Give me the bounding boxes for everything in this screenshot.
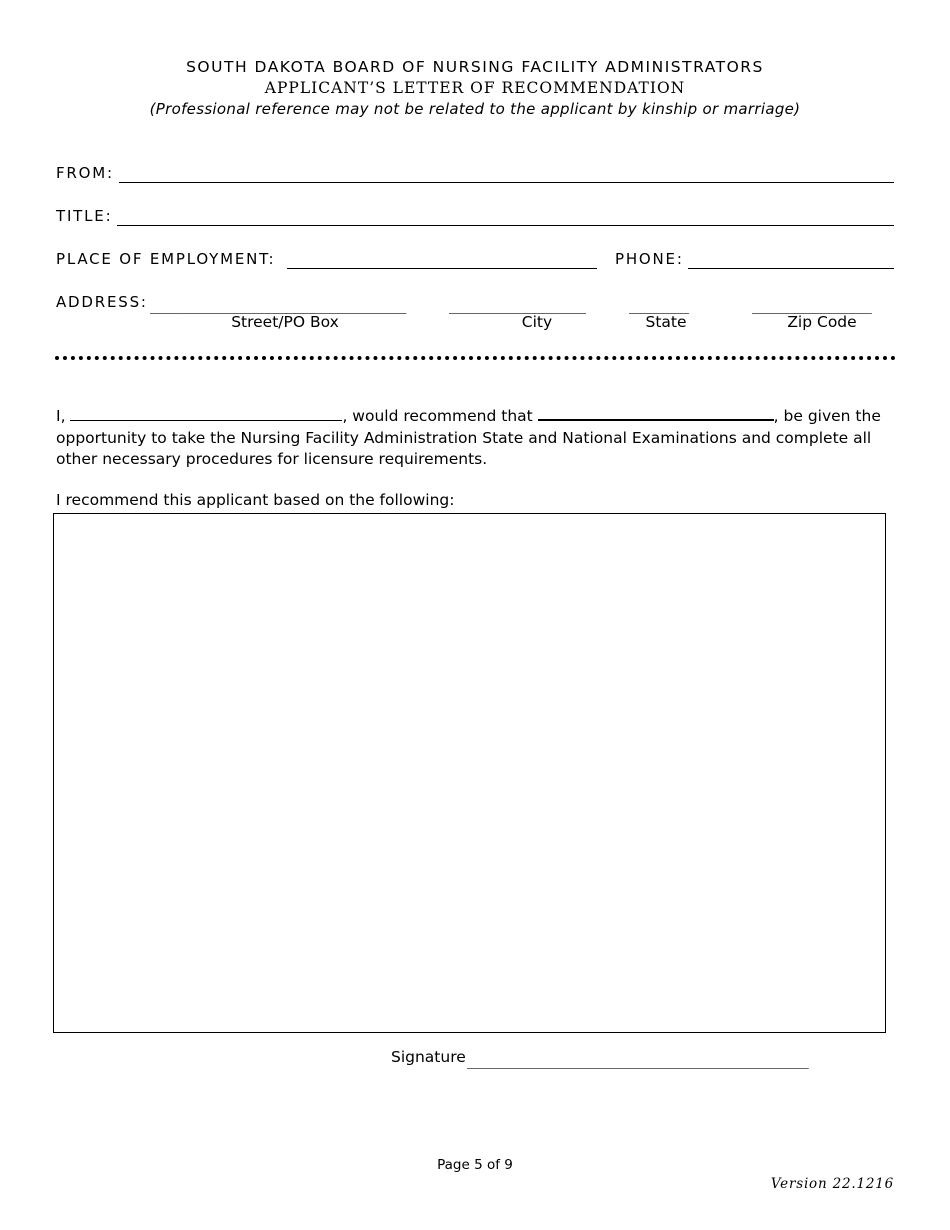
phone-label: PHONE: — [615, 250, 684, 268]
recommend-basis-label: I recommend this applicant based on the following: — [56, 491, 455, 509]
title-label: TITLE: — [56, 207, 113, 225]
title-field[interactable] — [117, 225, 894, 226]
address-street-field[interactable]: ______________________________ — [150, 296, 406, 314]
employment-field[interactable] — [287, 268, 597, 269]
recommender-name-field[interactable] — [70, 406, 342, 421]
city-caption: City — [521, 313, 553, 331]
applicant-name-field[interactable] — [538, 405, 774, 421]
street-caption: Street/PO Box — [231, 313, 339, 331]
recommendation-statement — [56, 405, 896, 471]
statement-rest: opportunity to take the Nursing Facility Administration State and National Examinations and complete all other necessary procedures for licensure requirements. — [56, 428, 872, 468]
from-label: FROM: — [56, 164, 114, 182]
phone-field[interactable] — [688, 268, 894, 269]
form-subtitle-note: (Professional reference may not be related to the applicant by kinship or marriage) — [149, 100, 801, 118]
address-label: ADDRESS: — [56, 293, 148, 311]
recommendation-textarea[interactable] — [53, 513, 886, 1033]
zip-caption: Zip Code — [787, 313, 857, 331]
address-zip-field[interactable]: ______________ — [752, 296, 872, 314]
state-caption: State — [645, 313, 687, 331]
statement-suffix: , be given the — [773, 407, 881, 425]
statement-prefix: I, — [56, 407, 66, 425]
form-agency-title: SOUTH DAKOTA BOARD OF NURSING FACILITY ADMINISTRATORS — [186, 58, 764, 76]
signature-field[interactable]: ________________________________________ — [467, 1051, 809, 1069]
statement-mid: , would recommend that — [342, 407, 533, 425]
from-field[interactable] — [119, 182, 894, 183]
page-number: Page 5 of 9 — [437, 1157, 513, 1173]
address-city-field[interactable]: ________________ — [449, 296, 586, 314]
form-title: APPLICANT’S LETTER OF RECOMMENDATION — [264, 79, 686, 97]
signature-label: Signature — [391, 1048, 466, 1066]
employment-label: PLACE OF EMPLOYMENT: — [56, 250, 276, 268]
address-state-field[interactable]: _______ — [629, 296, 689, 314]
section-divider — [55, 356, 896, 360]
version-label: Version 22.1216 — [770, 1176, 894, 1192]
